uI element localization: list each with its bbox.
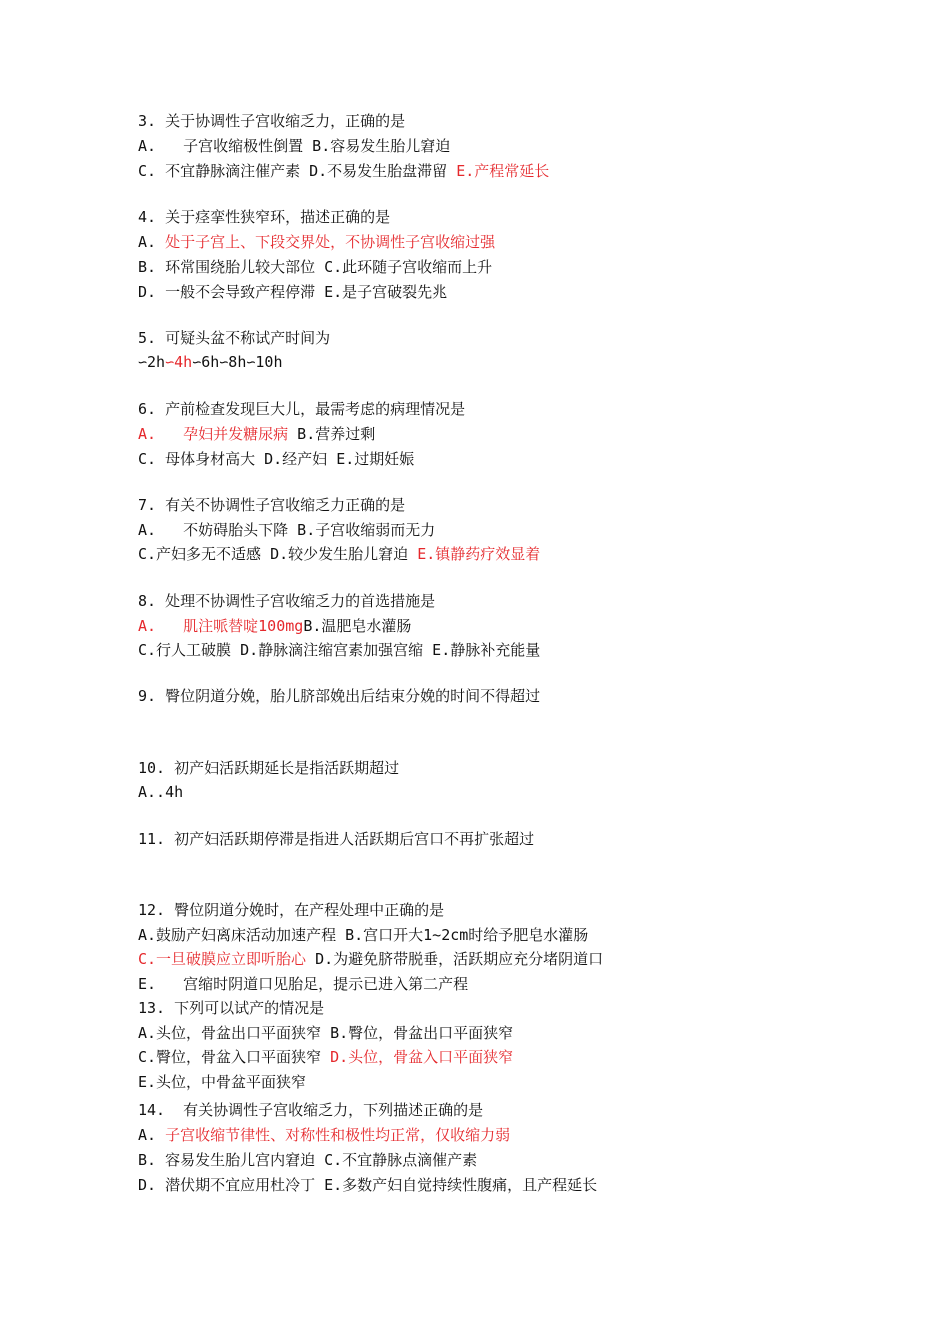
question-3-options-line-1: A. 子宫收缩极性倒置 B.容易发生胎儿窘迫 — [138, 137, 451, 155]
answer-highlight: E.产程常延长 — [456, 162, 550, 180]
option-text: C. 不宜静脉滴注催产素 D.不易发生胎盘滞留 — [138, 162, 457, 180]
question-8-options-line-2: C.行人工破膜 D.静脉滴注缩宫素加强宫缩 E.静脉补充能量 — [138, 641, 541, 659]
option-text: C.臀位，骨盆入口平面狭窄 — [138, 1048, 331, 1066]
question-10-stem: 10. 初产妇活跃期延长是指活跃期超过 — [138, 759, 400, 777]
question-8-stem: 8. 处理不协调性子宫收缩乏力的首选措施是 — [138, 592, 436, 610]
option-label: A. — [138, 1126, 166, 1144]
option-text: B.温肥皂水灌肠 — [303, 617, 412, 635]
option-text: ∽6h∽8h∽10h — [192, 353, 283, 371]
question-8-options-line-1 — [138, 616, 411, 636]
answer-highlight: A. 肌注哌替啶100mg — [138, 617, 304, 635]
question-14-options-line-3: D. 潜伏期不宜应用杜冷丁 E.多数产妇自觉持续性腹痛，且产程延长 — [138, 1176, 598, 1194]
question-14-stem: 14. 有关协调性子宫收缩乏力，下列描述正确的是 — [138, 1101, 484, 1119]
answer-highlight: ∽4h — [165, 353, 193, 371]
question-12-options-line-1: A.鼓励产妇离床活动加速产程 B.宫口开大1~2cm时给予肥皂水灌肠 — [138, 926, 589, 944]
question-6-options-line-1 — [138, 424, 375, 444]
answer-highlight: A. 孕妇并发糖尿病 — [138, 425, 289, 443]
question-4-stem: 4. 关于痉挛性狭窄环，描述正确的是 — [138, 208, 391, 226]
option-text: B.营养过剩 — [288, 425, 376, 443]
answer-highlight: E.镇静药疗效显着 — [417, 545, 541, 563]
question-7-stem: 7. 有关不协调性子宫收缩乏力正确的是 — [138, 496, 406, 514]
option-text: D.为避免脐带脱垂，活跃期应充分堵阴道口 — [306, 950, 604, 968]
answer-highlight: D.头位，骨盆入口平面狭窄 — [330, 1048, 514, 1066]
question-12-options-line-3: E. 宫缩时阴道口见胎足，提示已进入第二产程 — [138, 975, 469, 993]
question-4-options-line-1 — [138, 232, 495, 252]
question-7-options-line-2 — [138, 544, 540, 564]
question-7-options-line-1: A. 不妨碍胎头下降 B.子宫收缩弱而无力 — [138, 521, 436, 539]
question-13-options-line-2 — [138, 1047, 513, 1067]
answer-highlight: C.一旦破膜应立即听胎心 — [138, 950, 307, 968]
question-4-options-line-3: D. 一般不会导致产程停滞 E.是子宫破裂先兆 — [138, 283, 448, 301]
question-10-options-line-1: A..4h — [138, 783, 184, 801]
question-4-options-line-2: B. 环常围绕胎儿较大部位 C.此环随子宫收缩而上升 — [138, 258, 493, 276]
question-13-stem: 13. 下列可以试产的情况是 — [138, 999, 325, 1017]
answer-highlight: 处于子宫上、下段交界处，不协调性子宫收缩过强 — [165, 233, 496, 251]
question-13-options-line-1: A.头位，骨盆出口平面狭窄 B.臀位，骨盆出口平面狭窄 — [138, 1024, 514, 1042]
question-13-options-line-3: E.头位，中骨盆平面狭窄 — [138, 1073, 307, 1091]
answer-highlight: 子宫收缩节律性、对称性和极性均正常，仅收缩力弱 — [165, 1126, 511, 1144]
option-label: A. — [138, 233, 166, 251]
question-12-options-line-2 — [138, 949, 603, 969]
question-6-options-line-2: C. 母体身材高大 D.经产妇 E.过期妊娠 — [138, 450, 415, 468]
question-12-stem: 12. 臀位阴道分娩时，在产程处理中正确的是 — [138, 901, 445, 919]
question-5-options-line-1 — [138, 352, 283, 372]
question-3-options-line-2 — [138, 161, 549, 181]
question-14-options-line-1 — [138, 1125, 510, 1145]
question-6-stem: 6. 产前检查发现巨大儿，最需考虑的病理情况是 — [138, 400, 466, 418]
option-text: ∽2h — [138, 353, 166, 371]
question-14-options-line-2: B. 容易发生胎儿宫内窘迫 C.不宜静脉点滴催产素 — [138, 1151, 478, 1169]
question-3-stem: 3. 关于协调性子宫收缩乏力，正确的是 — [138, 112, 406, 130]
question-11-stem: 11. 初产妇活跃期停滞是指进人活跃期后宫口不再扩张超过 — [138, 830, 535, 848]
question-5-stem: 5. 可疑头盆不称试产时间为 — [138, 329, 331, 347]
option-text: C.产妇多无不适感 D.较少发生胎儿窘迫 — [138, 545, 418, 563]
question-9-stem: 9. 臀位阴道分娩，胎儿脐部娩出后结束分娩的时间不得超过 — [138, 687, 541, 705]
